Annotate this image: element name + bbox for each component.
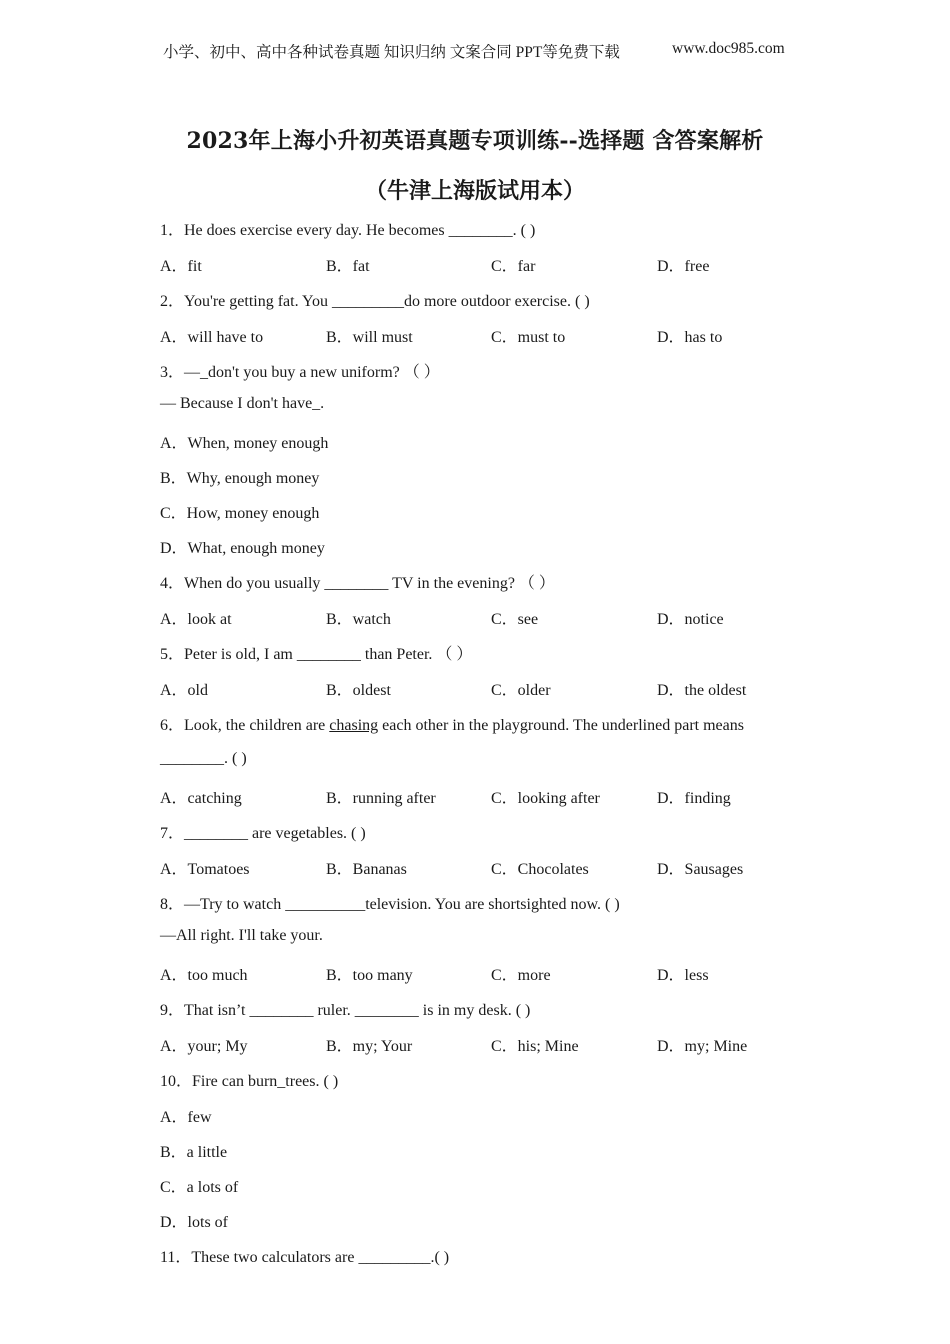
underlined-word: chasing xyxy=(329,717,379,734)
question-2-option-d: D．has to xyxy=(657,329,723,346)
question-9-option-d: D．my; Mine xyxy=(657,1038,748,1055)
question-9-option-b: B．my; Your xyxy=(326,1038,413,1055)
question-6-option-b: B．running after xyxy=(326,790,436,807)
question-9-option-c: C．his; Mine xyxy=(491,1038,579,1055)
question-4-option-d: D．notice xyxy=(657,611,724,628)
question-10-option-b: B．a little xyxy=(160,1144,228,1161)
question-4-option-a: A．look at xyxy=(160,611,232,628)
question-9-stem: 9．That isn’t ________ ruler. ________ is in my desk. ( ) xyxy=(160,1002,531,1019)
question-4-option-c: C．see xyxy=(491,611,539,628)
question-8-stem-reply: —All right. I'll take your. xyxy=(160,927,323,944)
question-5-option-a: A．old xyxy=(160,682,209,699)
question-8-stem: 8．—Try to watch __________television. You are shortsighted now. ( ) xyxy=(160,896,620,913)
question-10-stem: 10．Fire can burn_trees. ( ) xyxy=(160,1073,339,1090)
doc-title: 2023年上海小升初英语真题专项训练--选择题 含答案解析 xyxy=(186,128,764,154)
question-7-option-a: A．Tomatoes xyxy=(160,861,250,878)
question-2-stem: 2．You're getting fat. You _________do more outdoor exercise. ( ) xyxy=(160,293,590,310)
question-1-option-a: A．fit xyxy=(160,258,202,275)
question-2-option-c: C．must to xyxy=(491,329,566,346)
question-8-option-a: A．too much xyxy=(160,967,248,984)
question-8-option-b: B．too many xyxy=(326,967,413,984)
question-3-option-b: B．Why, enough money xyxy=(160,470,320,487)
question-6-option-c: C．looking after xyxy=(491,790,600,807)
question-7-option-d: D．Sausages xyxy=(657,861,744,878)
question-3-stem-reply: — Because I don't have_. xyxy=(160,395,325,412)
question-3-option-d: D．What, enough money xyxy=(160,540,325,557)
question-1-option-d: D．free xyxy=(657,258,710,275)
question-8-option-c: C．more xyxy=(491,967,551,984)
question-11-stem: 11．These two calculators are _________.( ) xyxy=(160,1249,450,1266)
question-6-option-a: A．catching xyxy=(160,790,242,807)
question-2-option-b: B．will must xyxy=(326,329,413,346)
question-6-stem-pre: 6．Look, the children are xyxy=(160,717,330,734)
question-10-option-c: C．a lots of xyxy=(160,1179,239,1196)
question-4-stem: 4．When do you usually ________ TV in the evening? （ ） xyxy=(160,575,555,592)
question-6-stem-post: each other in the playground. The underlined part means xyxy=(378,717,744,734)
question-10-option-d: D．lots of xyxy=(160,1214,229,1231)
question-7-stem: 7．________ are vegetables. ( ) xyxy=(160,825,366,842)
doc-subtitle: （牛津上海版试用本） xyxy=(364,178,585,204)
question-8-option-d: D．less xyxy=(657,967,709,984)
question-5-option-d: D．the oldest xyxy=(657,682,747,699)
header-site-link[interactable]: www.doc985.com xyxy=(672,40,785,57)
question-6-stem xyxy=(160,712,744,735)
question-6-stem-blank: ________. ( ) xyxy=(160,750,247,767)
question-2-option-a: A．will have to xyxy=(160,329,264,346)
question-9-option-a: A．your; My xyxy=(160,1038,248,1055)
header-text: 小学、初中、高中各种试卷真题 知识归纳 文案合同 PPT等免费下载 xyxy=(163,44,620,61)
question-7-option-b: B．Bananas xyxy=(326,861,407,878)
question-6-option-d: D．finding xyxy=(657,790,731,807)
question-5-option-c: C．older xyxy=(491,682,551,699)
question-5-stem: 5．Peter is old, I am ________ than Peter. （ ） xyxy=(160,646,473,663)
question-3-option-a: A．When, money enough xyxy=(160,435,329,452)
question-5-option-b: B．oldest xyxy=(326,682,391,699)
question-1-option-c: C．far xyxy=(491,258,536,275)
question-3-option-c: C．How, money enough xyxy=(160,505,320,522)
question-3-stem: 3．—_don't you buy a new uniform? （ ） xyxy=(160,364,440,381)
page-header xyxy=(163,40,803,62)
question-1-stem: 1．He does exercise every day. He becomes ________. ( ) xyxy=(160,222,536,239)
question-1-option-b: B．fat xyxy=(326,258,370,275)
question-10-option-a: A．few xyxy=(160,1109,212,1126)
question-7-option-c: C．Chocolates xyxy=(491,861,589,878)
question-4-option-b: B．watch xyxy=(326,611,391,628)
